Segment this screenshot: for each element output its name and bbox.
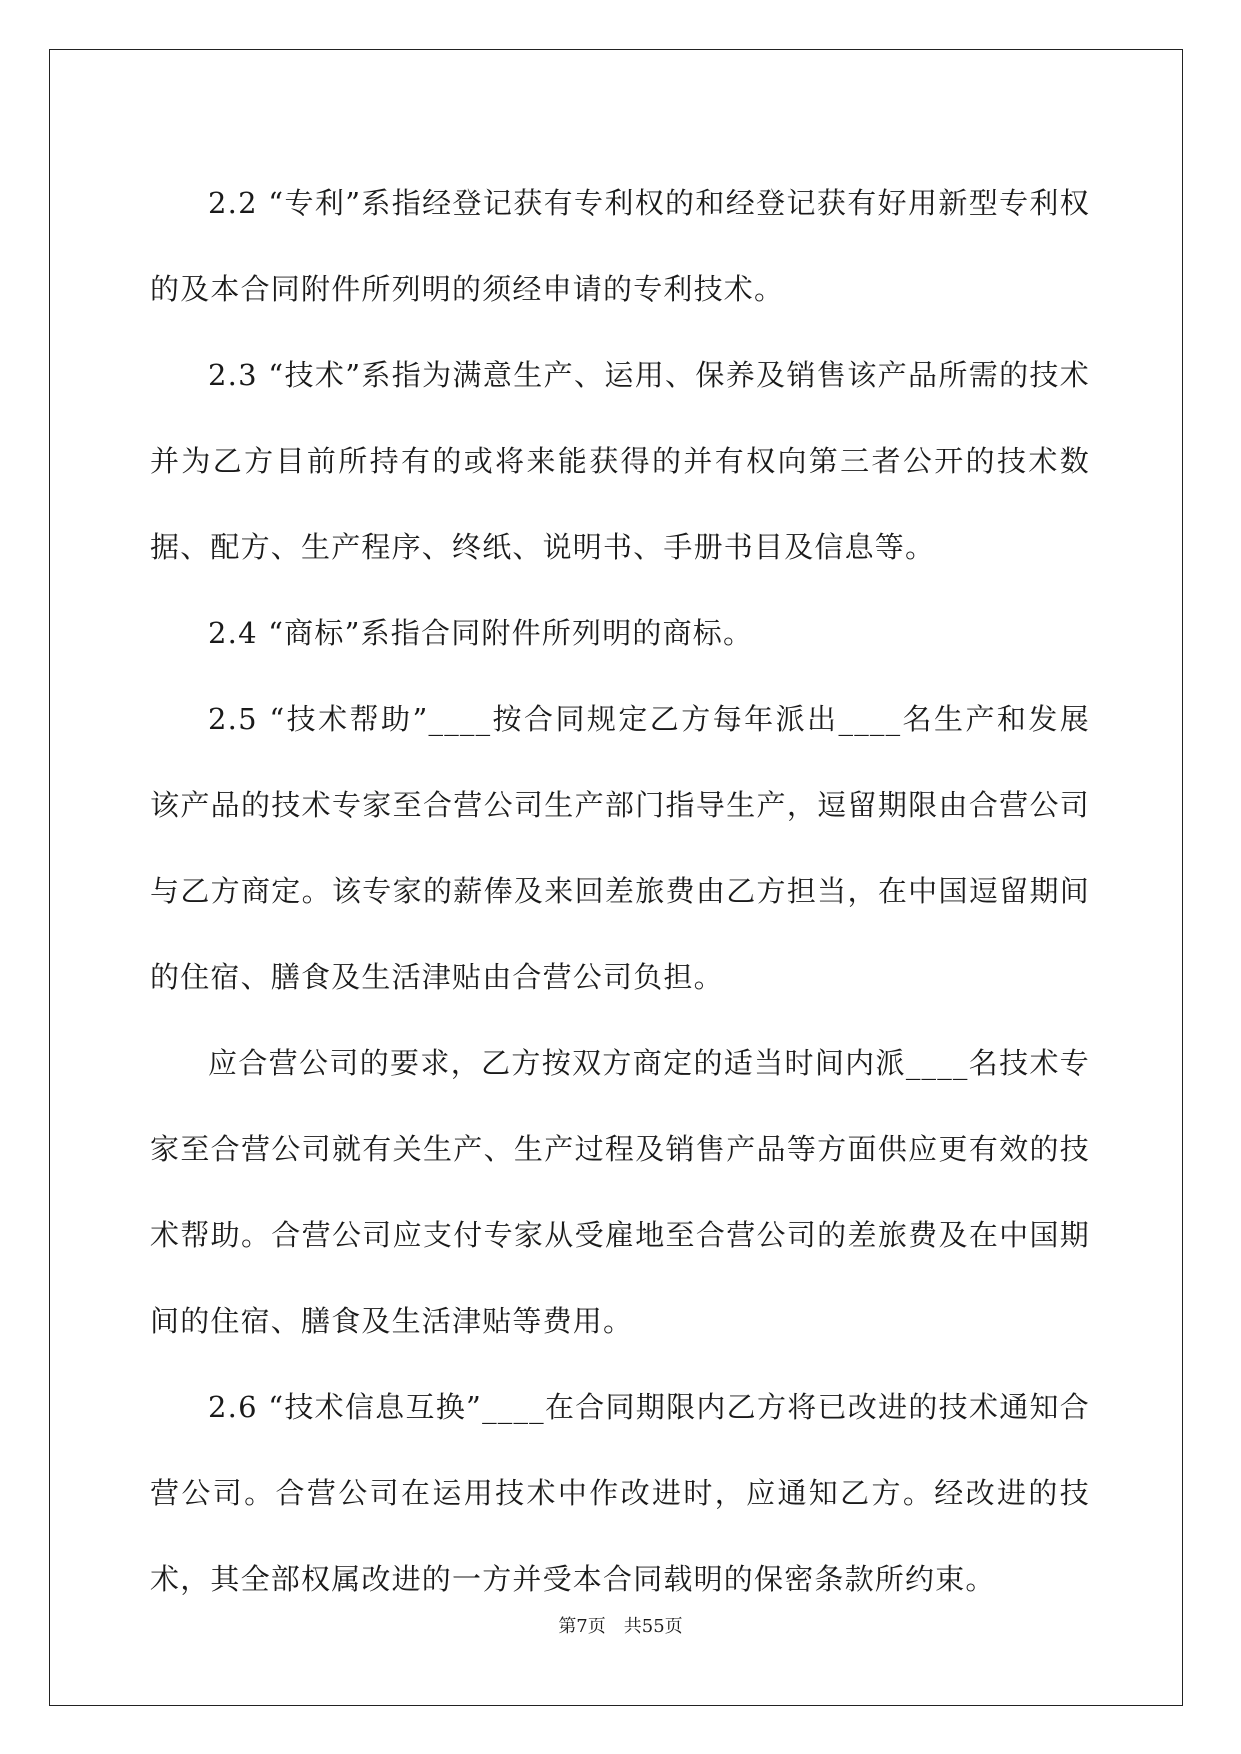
paragraph-patent-definition: 2.2 “专利”系指经登记获有专利权的和经登记获有好用新型专利权的及本合同附件所列明的须经申请的专利技术。 — [150, 186, 1090, 306]
paragraph-technology-definition: 2.3 “技术”系指为满意生产、运用、保养及销售该产品所需的技术并为乙方目前所持有的或将来能获得的并有权向第三者公开的技术数据、配方、生产程序、终纸、说明书、手册书目及信息等。 — [150, 358, 1090, 564]
paragraph-assistance-request: 应合营公司的要求，乙方按双方商定的适当时间内派____名技术专家至合营公司就有关生产、生产过程及销售产品等方面供应更有效的技术帮助。合营公司应支付专家从受雇地至合营公司的差旅费及在中国期间的住宿、膳食及生活津贴等费用。 — [150, 1046, 1090, 1338]
paragraph-trademark-definition: 2.4 “商标”系指合同附件所列明的商标。 — [208, 616, 754, 650]
page-number: 第7页 共55页 — [558, 1616, 683, 1637]
paragraph-technical-assistance: 2.5 “技术帮助”____按合同规定乙方每年派出____名生产和发展该产品的技术专家至合营公司生产部门指导生产，逗留期限由合营公司与乙方商定。该专家的薪俸及来回差旅费由乙方担当，在中国逗留期间的住宿、膳食及生活津贴由合营公司负担。 — [150, 702, 1090, 994]
paragraph-information-exchange: 2.6 “技术信息互换”____在合同期限内乙方将已改进的技术通知合营公司。合营公司在运用技术中作改进时，应通知乙方。经改进的技术，其全部权属改进的一方并受本合同载明的保密条款所约束。 — [150, 1390, 1090, 1596]
